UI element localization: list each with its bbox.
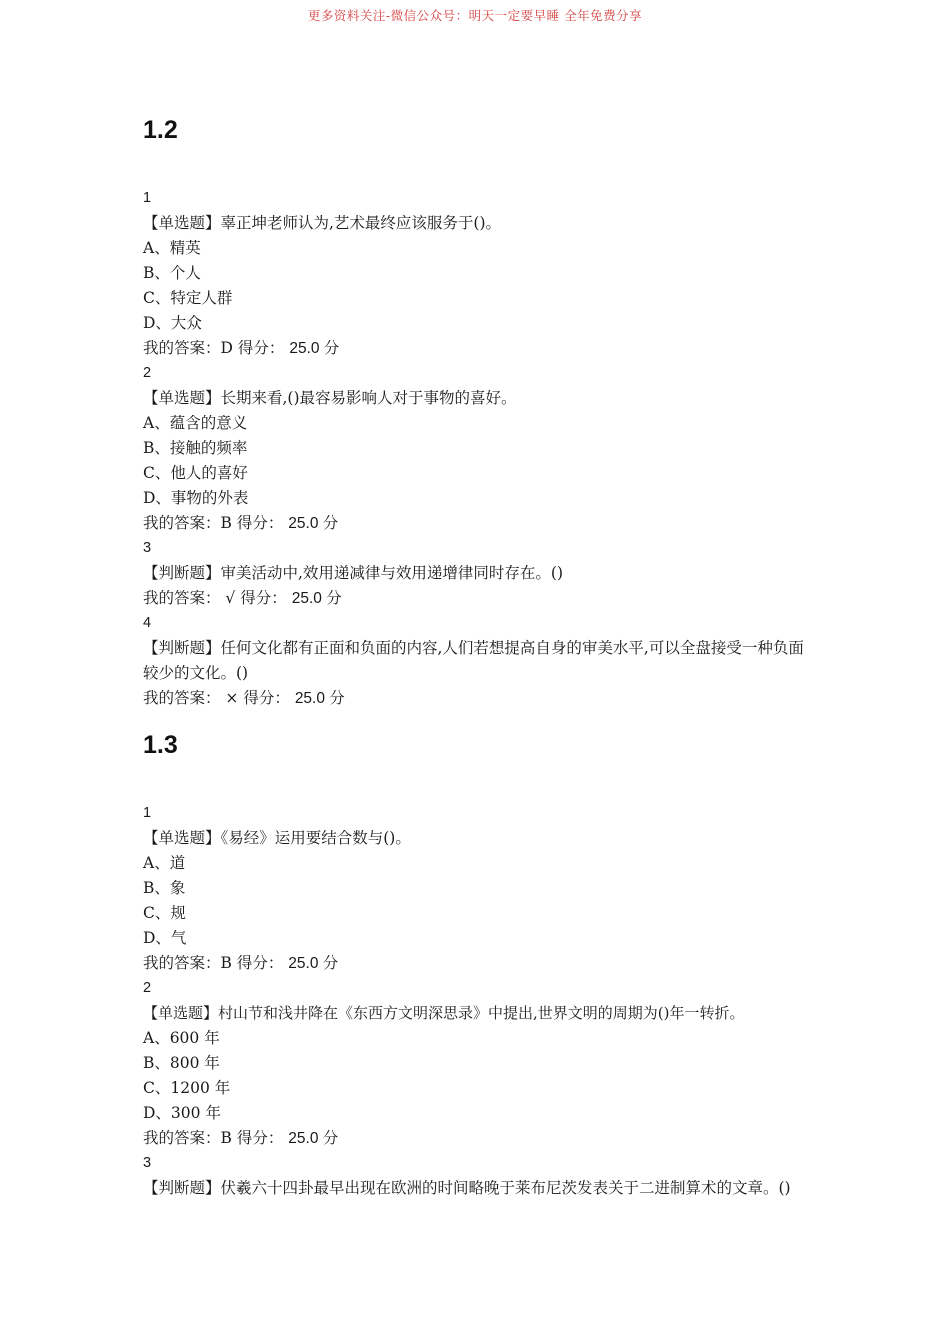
score-label: 得分： — [236, 514, 284, 532]
question-number: 1 — [143, 805, 152, 821]
score-value: 25.0 分 — [289, 340, 340, 357]
question-number: 1 — [143, 190, 152, 206]
option: A、600 年 — [143, 1029, 220, 1047]
option: B、接触的频率 — [143, 439, 248, 457]
score-value: 25.0 分 — [288, 515, 339, 532]
my-answer: 我的答案：D — [143, 339, 233, 357]
score-value: 25.0 分 — [294, 690, 345, 707]
section-title: 1.3 — [143, 731, 178, 759]
score-value: 25.0 分 — [291, 590, 342, 607]
section-title: 1.2 — [143, 116, 178, 144]
answer-line — [143, 951, 833, 976]
option: C、1200 年 — [143, 1079, 231, 1097]
option: D、大众 — [143, 314, 202, 332]
my-answer: 我的答案： × — [143, 689, 239, 707]
answer-line — [143, 1126, 833, 1151]
my-answer: 我的答案：B — [143, 1129, 232, 1147]
question-number: 3 — [143, 540, 152, 556]
option: D、事物的外表 — [143, 489, 249, 507]
question-number: 2 — [143, 365, 152, 381]
option: A、道 — [143, 854, 186, 872]
question-stem: 【单选题】村山节和浅井降在《东西方文明深思录》中提出,世界文明的周期为()年一转折。 — [143, 1004, 745, 1022]
question-number: 3 — [143, 1155, 152, 1171]
option: D、气 — [143, 929, 187, 947]
score-label: 得分： — [243, 689, 290, 707]
answer-line — [143, 586, 823, 611]
option: C、特定人群 — [143, 289, 233, 307]
question-number: 2 — [143, 980, 152, 996]
option: B、个人 — [143, 264, 201, 282]
score-value: 25.0 分 — [288, 955, 339, 972]
option: D、300 年 — [143, 1104, 221, 1122]
score-label: 得分： — [240, 589, 287, 607]
question-stem: 【单选题】《易经》运用要结合数与()。 — [143, 829, 411, 847]
option: C、他人的喜好 — [143, 464, 248, 482]
question-stem: 【判断题】伏羲六十四卦最早出现在欧洲的时间略晚于莱布尼茨发表关于二进制算术的文章。() — [143, 1179, 791, 1197]
score-label: 得分： — [237, 339, 285, 357]
question-stem: 【判断题】审美活动中,效用递减律与效用递增律同时存在。() — [143, 564, 564, 582]
option: B、象 — [143, 879, 186, 897]
answer-line — [143, 686, 823, 711]
question-number: 4 — [143, 615, 152, 631]
question-stem: 【单选题】辜正坤老师认为,艺术最终应该服务于()。 — [143, 214, 502, 232]
question-list — [143, 186, 823, 711]
question-stem: 【判断题】任何文化都有正面和负面的内容,人们若想提高自身的审美水平,可以全盘接受一种负面较少的文化。() — [143, 639, 804, 682]
answer-line — [143, 511, 823, 536]
score-value: 25.0 分 — [288, 1130, 339, 1147]
my-answer: 我的答案：B — [143, 514, 232, 532]
answer-line — [143, 336, 823, 361]
question-list — [143, 801, 833, 1201]
option: A、蕴含的意义 — [143, 414, 248, 432]
my-answer: 我的答案：B — [143, 954, 232, 972]
option: A、精英 — [143, 239, 201, 257]
my-answer: 我的答案： √ — [143, 589, 236, 607]
top-banner: 更多资料关注-微信公众号：明天一定要早睡 全年免费分享 — [307, 8, 643, 23]
question-stem: 【单选题】长期来看,()最容易影响人对于事物的喜好。 — [143, 389, 517, 407]
option: B、800 年 — [143, 1054, 220, 1072]
option: C、规 — [143, 904, 186, 922]
score-label: 得分： — [236, 954, 284, 972]
score-label: 得分： — [236, 1129, 284, 1147]
